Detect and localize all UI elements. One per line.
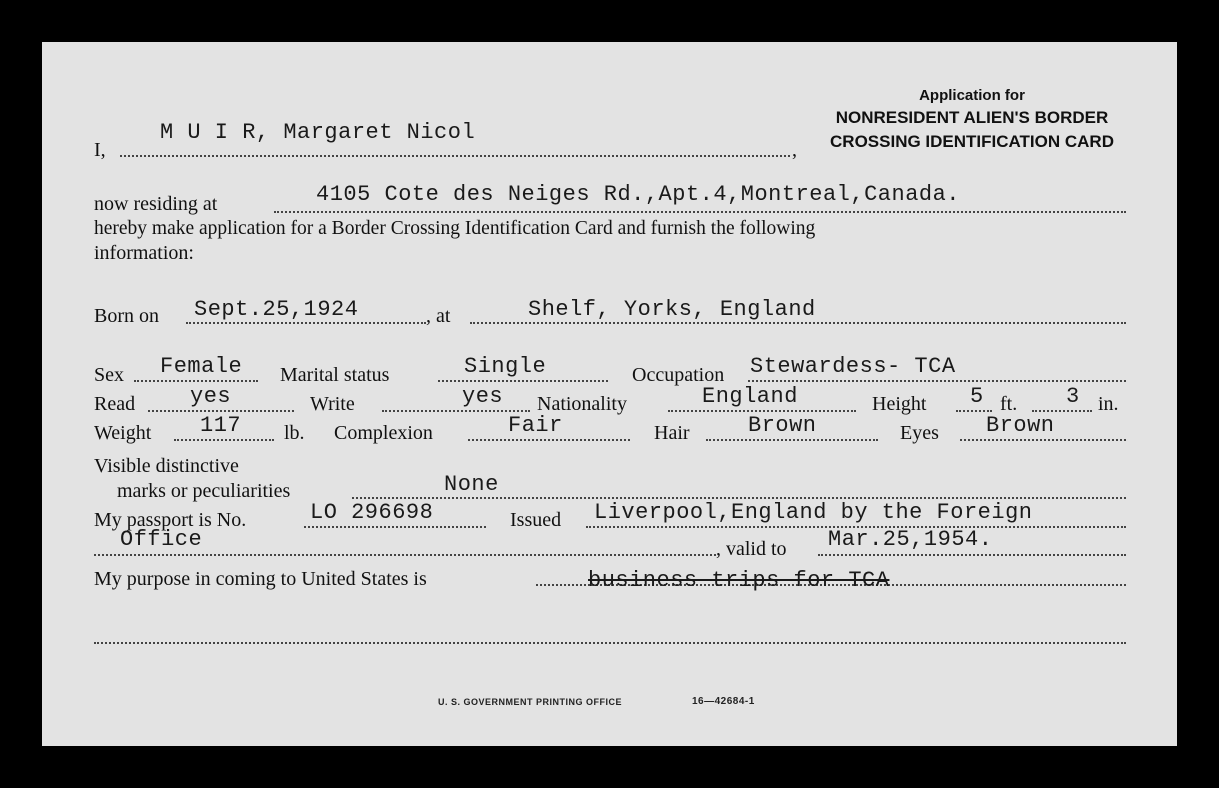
height-ft-line — [956, 410, 992, 412]
application-card — [42, 42, 1177, 746]
sex-line — [134, 380, 258, 382]
passport-line — [304, 526, 486, 528]
label-marks-peculiarities: marks or peculiarities — [117, 480, 291, 502]
nationality-value: England — [702, 384, 798, 409]
label-purpose: My purpose in coming to United States is — [94, 568, 427, 590]
read-line — [148, 410, 294, 412]
label-hair: Hair — [654, 422, 690, 444]
label-visible-distinctive: Visible distinctive — [94, 455, 239, 477]
name-comma: , — [792, 139, 797, 161]
printing-office: U. S. GOVERNMENT PRINTING OFFICE — [438, 697, 623, 707]
label-complexion: Complexion — [334, 422, 433, 444]
read-value: yes — [190, 384, 232, 409]
issued-continuation-line — [94, 554, 716, 556]
label-height: Height — [872, 393, 927, 415]
label-born-on: Born on — [94, 305, 159, 327]
complexion-line — [468, 439, 630, 441]
complexion-value: Fair — [508, 413, 563, 438]
hair-value: Brown — [748, 413, 817, 438]
issued-by-continuation: Office — [120, 527, 203, 552]
nationality-line — [668, 410, 856, 412]
label-sex: Sex — [94, 364, 124, 386]
issued-by-value: Liverpool,England by the Foreign — [594, 500, 1033, 525]
label-i: I, — [94, 139, 106, 161]
header-line1: Application for — [919, 87, 1025, 104]
label-weight: Weight — [94, 422, 152, 444]
label-write: Write — [310, 393, 355, 415]
statement-text: hereby make application for a Border Crossing Identification Card and furnish the following — [94, 218, 816, 239]
sex-value: Female — [160, 354, 243, 379]
form-header — [812, 86, 1132, 154]
label-marital-status: Marital status — [280, 364, 390, 386]
address-line — [274, 211, 1126, 213]
occupation-line — [748, 380, 1126, 382]
birth-place-line — [470, 322, 1126, 324]
information-label: information: — [94, 242, 194, 264]
occupation-value: Stewardess- TCA — [750, 354, 956, 379]
label-valid-to: , valid to — [716, 538, 787, 560]
label-read: Read — [94, 393, 136, 415]
header-line2: NONRESIDENT ALIEN'S BORDER — [835, 108, 1109, 127]
name-line — [120, 155, 790, 157]
label-in: in. — [1098, 393, 1119, 415]
label-issued: Issued — [510, 509, 562, 531]
valid-to-line — [818, 554, 1126, 556]
write-line — [382, 410, 530, 412]
marks-value: None — [444, 472, 499, 497]
label-occupation: Occupation — [632, 364, 725, 386]
weight-line — [174, 439, 274, 441]
birth-date: Sept.25,1924 — [194, 297, 359, 322]
marks-line — [352, 497, 1126, 499]
label-nationality: Nationality — [537, 393, 627, 415]
passport-number: LO 296698 — [310, 500, 434, 525]
valid-to-value: Mar.25,1954. — [828, 527, 993, 552]
residence-address: 4105 Cote des Neiges Rd.,Apt.4,Montreal,Canada. — [316, 182, 961, 207]
label-ft: ft. — [1000, 393, 1018, 415]
marital-status-value: Single — [464, 354, 547, 379]
eyes-line — [960, 439, 1126, 441]
birth-date-line — [186, 322, 426, 324]
birth-place: Shelf, Yorks, England — [528, 297, 816, 322]
write-value: yes — [462, 384, 504, 409]
eyes-value: Brown — [986, 413, 1055, 438]
label-residing: now residing at — [94, 193, 218, 215]
hair-line — [706, 439, 878, 441]
form-number: 16—42684-1 — [692, 696, 755, 707]
blank-line — [94, 642, 1126, 644]
label-passport: My passport is No. — [94, 509, 247, 531]
marital-line — [438, 380, 608, 382]
height-in-line — [1032, 410, 1092, 412]
header-line3: CROSSING IDENTIFICATION CARD — [830, 132, 1114, 151]
height-ft-value: 5 — [970, 384, 984, 409]
applicant-name: M U I R, Margaret Nicol — [160, 120, 476, 145]
purpose-value: business trips for TCA — [588, 568, 890, 593]
weight-value: 117 — [200, 413, 242, 438]
label-lb: lb. — [284, 422, 305, 444]
label-at: , at — [426, 305, 451, 327]
label-eyes: Eyes — [900, 422, 939, 444]
height-in-value: 3 — [1066, 384, 1080, 409]
